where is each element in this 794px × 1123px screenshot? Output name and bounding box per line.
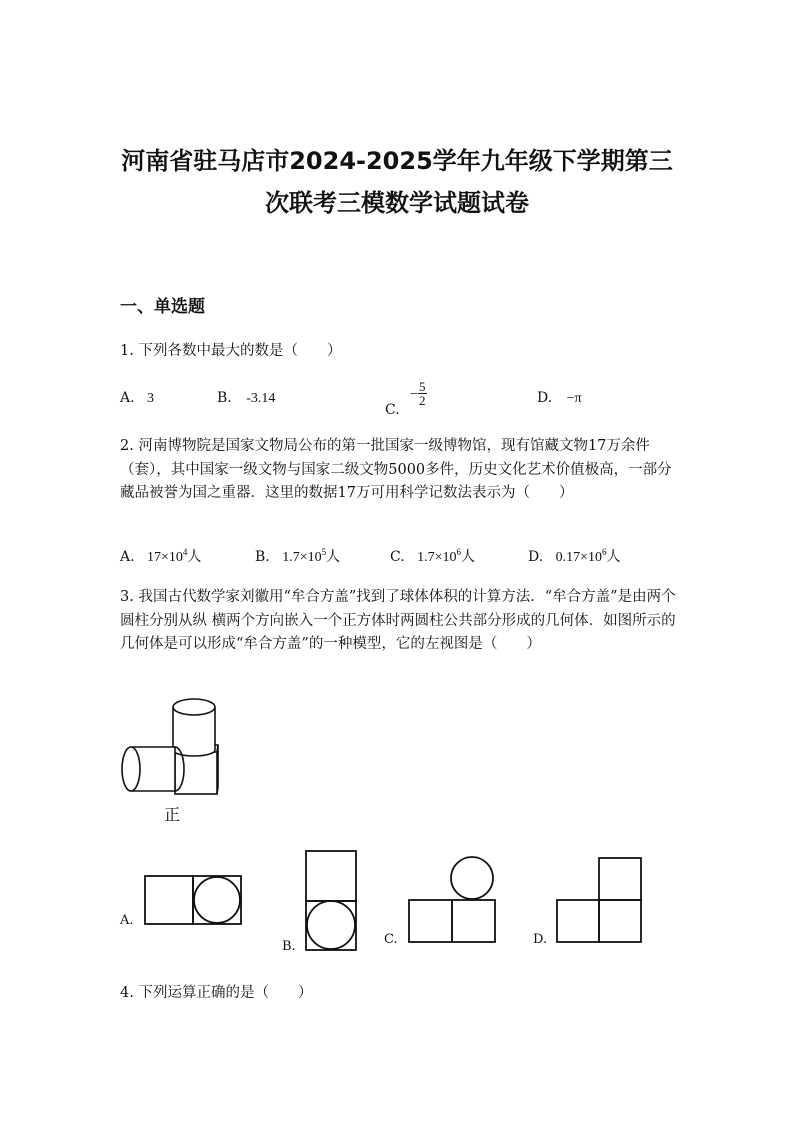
q2-option-d-exp: 6 xyxy=(602,547,607,557)
q1-option-c[interactable] xyxy=(385,379,427,418)
title-line-1: 河南省驻马店市2024-2025学年九年级下学期第三 xyxy=(121,147,673,175)
q1-option-b-value: -3.14 xyxy=(246,391,276,406)
question-1-stem: 1. 下列各数中最大的数是（ ） xyxy=(120,343,342,359)
q2-option-d-base: 0.17×10 xyxy=(555,550,603,565)
q3-option-c-label[interactable]: C. xyxy=(384,932,398,947)
q1-option-a[interactable] xyxy=(120,390,154,407)
q2-option-c-label: C. xyxy=(390,549,405,565)
document-title xyxy=(100,140,694,224)
q2-option-d[interactable] xyxy=(528,546,621,566)
q3-option-d-figure[interactable] xyxy=(556,856,644,946)
q3-option-c-figure[interactable] xyxy=(407,855,497,945)
q2-option-a-label: A. xyxy=(120,549,135,565)
q2-option-b-exp: 5 xyxy=(321,547,327,557)
q2-option-b-label: B. xyxy=(255,549,270,565)
q1-option-d-value: −π xyxy=(566,391,582,406)
q1-option-c-denominator: 2 xyxy=(419,393,426,408)
q3-option-b-label[interactable]: B. xyxy=(282,939,296,954)
question-3-stem: 3. 我国古代数学家刘徽用“牟合方盖”找到了球体体积的计算方法．“牟合方盖”是由两个圆柱分别从纵 横两个方向嵌入一个正方体时两圆柱公共部分形成的几何体．如图所示的几何体是可以形成“牟合方盖”的一种模型，它的左视图是（ ） xyxy=(120,589,676,652)
q3-front-label: 正 xyxy=(164,805,181,824)
q1-option-d[interactable] xyxy=(537,390,582,407)
q1-option-a-value: 3 xyxy=(147,391,155,406)
q2-option-a[interactable] xyxy=(120,546,201,566)
q1-option-a-label: A. xyxy=(120,390,135,406)
q2-option-c-base: 1.7×10 xyxy=(417,550,457,565)
question-2-stem: 2. 河南博物院是国家文物局公布的第一批国家一级博物馆，现有馆藏文物17万余件（套），其中国家一级文物与国家二级文物5000多件，历史文化艺术价值极高，一部分藏品被誉为国之重器．这里的数据17万可用科学记数法表示为（ ） xyxy=(120,438,672,501)
q2-option-c-unit: 人 xyxy=(461,549,476,565)
q1-option-b-label: B. xyxy=(217,390,232,406)
q2-option-a-exp: 4 xyxy=(182,547,188,557)
q3-option-b-figure[interactable] xyxy=(305,850,359,952)
q1-option-c-label: C. xyxy=(385,401,400,418)
q2-option-a-base: 17×10 xyxy=(147,550,183,565)
q2-option-b[interactable] xyxy=(255,546,340,566)
q3-solid-figure xyxy=(115,695,225,800)
question-4-stem: 4. 下列运算正确的是（ ） xyxy=(120,985,313,1001)
q1-option-d-label: D. xyxy=(537,390,553,406)
q1-option-c-sign: − xyxy=(410,386,419,402)
q1-option-c-fraction xyxy=(418,380,427,407)
section-heading: 一、单选题 xyxy=(120,297,205,317)
q2-option-a-unit: 人 xyxy=(187,549,202,565)
q2-option-b-unit: 人 xyxy=(326,549,341,565)
q2-option-d-label: D. xyxy=(528,549,544,565)
title-line-2: 次联考三模数学试题试卷 xyxy=(265,189,529,217)
q1-option-b[interactable] xyxy=(217,390,275,407)
q2-option-d-unit: 人 xyxy=(606,549,621,565)
q1-option-c-numerator: 5 xyxy=(419,379,426,394)
q3-option-a-figure[interactable] xyxy=(144,875,244,927)
q3-option-a-label[interactable]: A. xyxy=(120,913,134,928)
q3-option-d-label[interactable]: D. xyxy=(533,932,548,947)
q2-option-c[interactable] xyxy=(390,546,475,566)
q2-option-c-exp: 6 xyxy=(456,547,462,557)
q2-option-b-base: 1.7×10 xyxy=(282,550,322,565)
